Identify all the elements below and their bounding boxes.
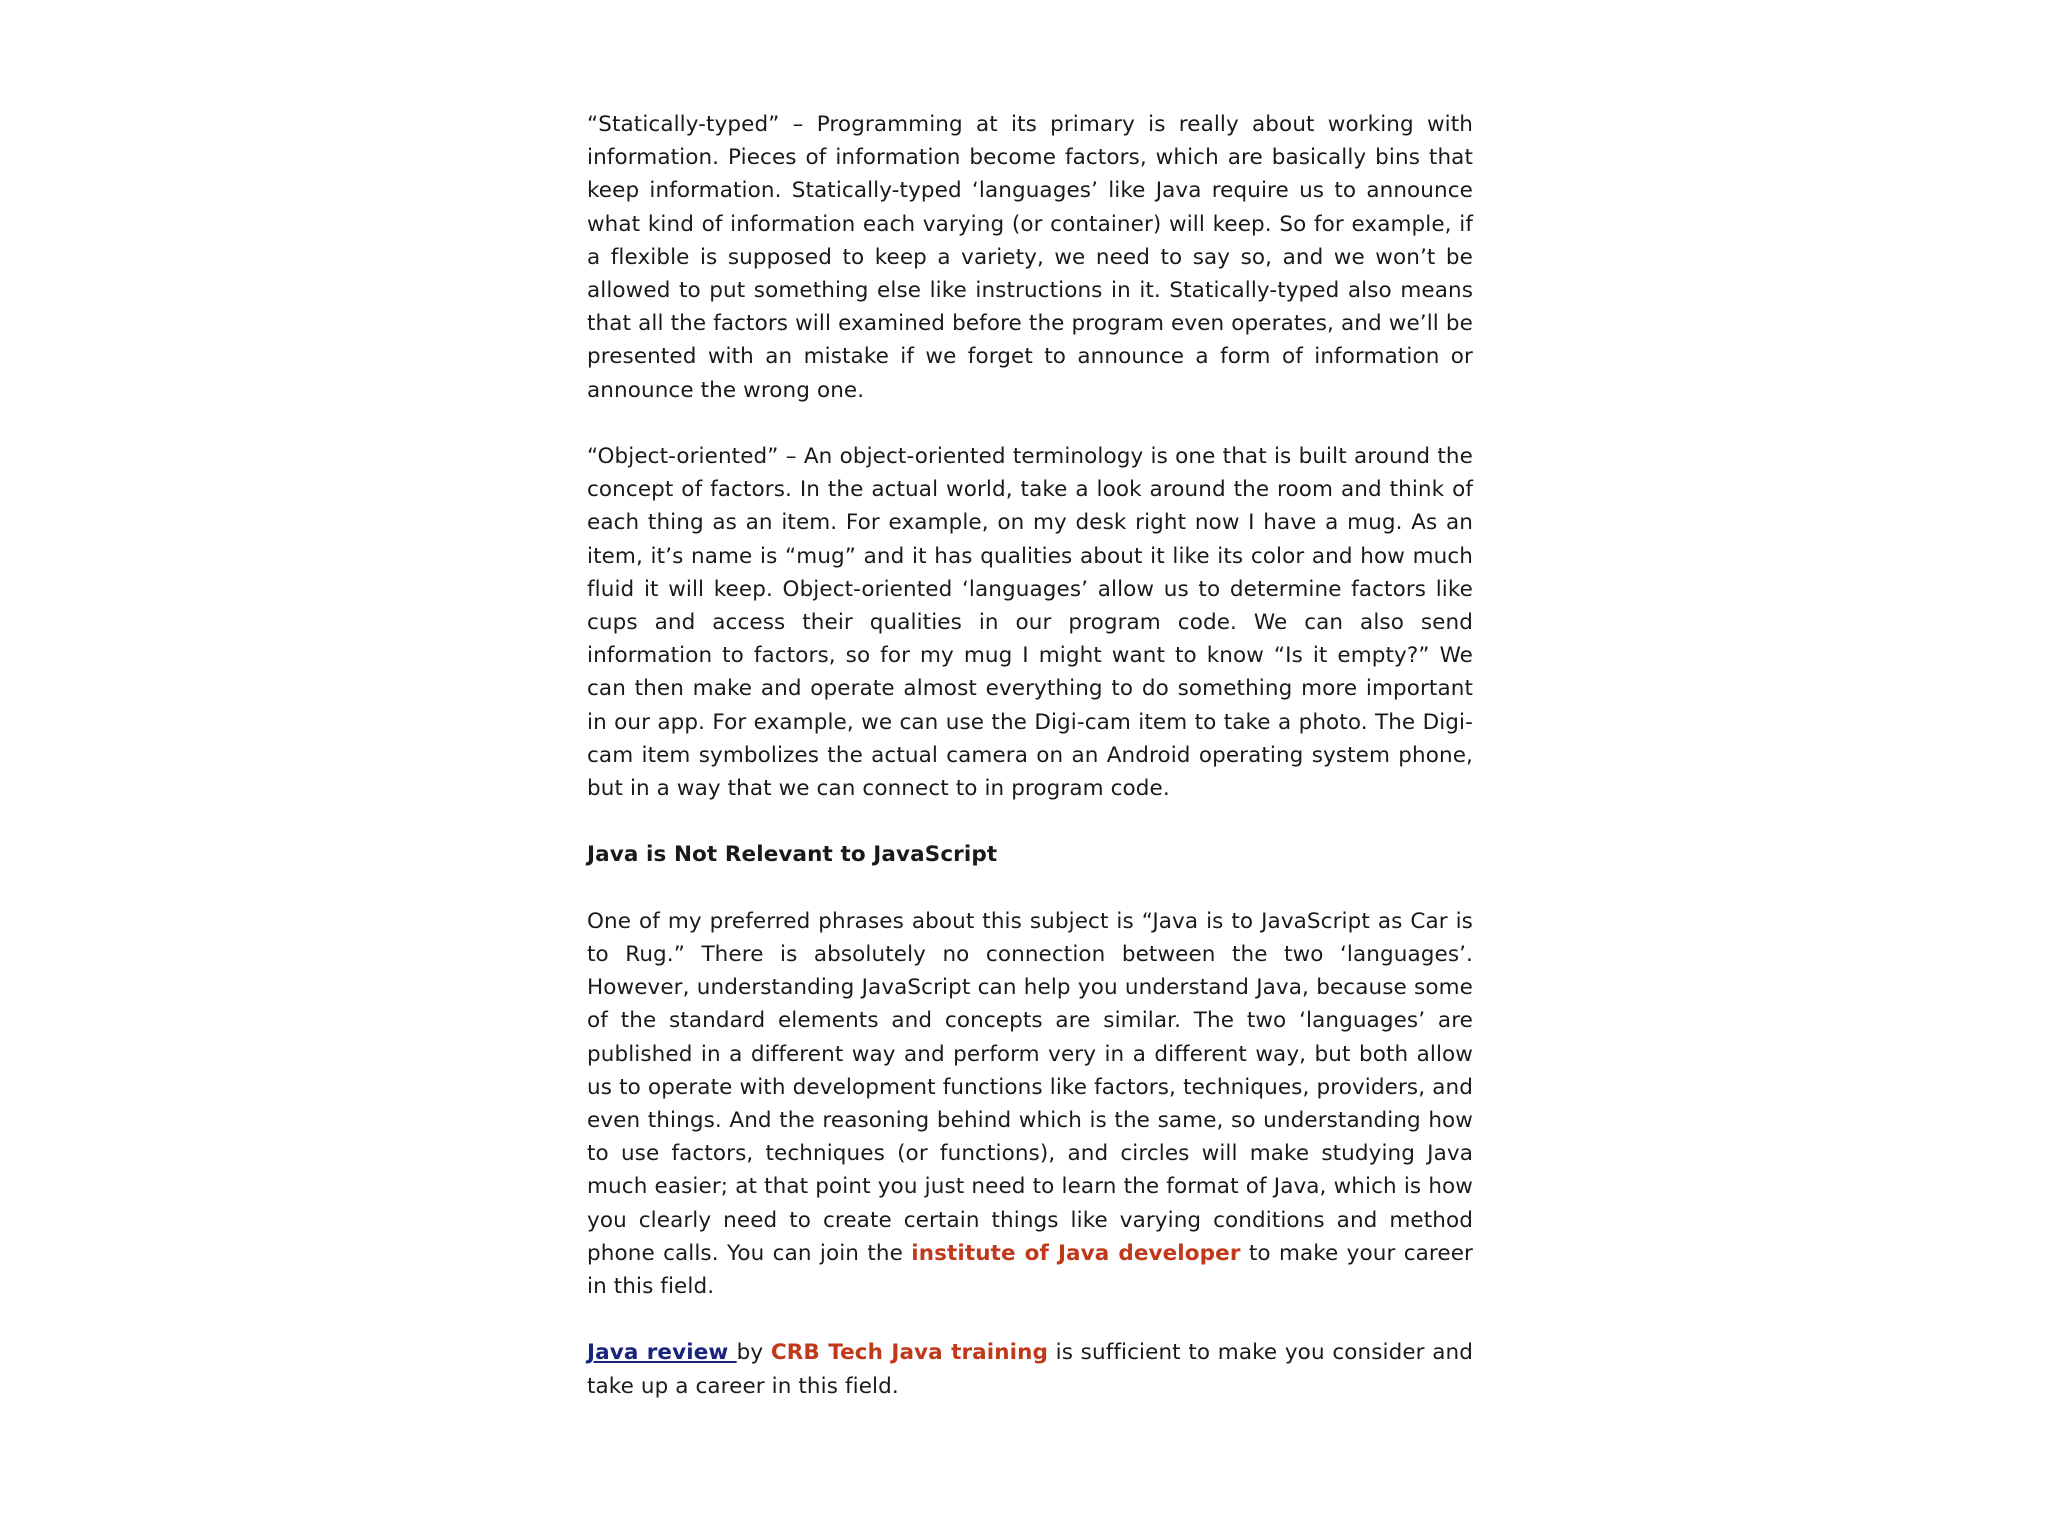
institute-link[interactable]: institute of Java developer [911, 1240, 1241, 1266]
paragraph-closing [587, 1336, 1473, 1402]
document-page [587, 108, 1473, 1436]
crb-tech-training-link[interactable]: CRB Tech Java training [770, 1340, 1049, 1366]
paragraph-java-vs-javascript-tail: to make your career in this field. [587, 1240, 1473, 1300]
java-review-link[interactable]: Java review [587, 1340, 737, 1366]
closing-by-text: by [736, 1340, 771, 1366]
paragraph-java-vs-javascript [587, 905, 1473, 1303]
closing-tail: is sufficient to make you consider and take up a career in this field. [587, 1340, 1474, 1399]
paragraph-object-oriented: “Object-oriented” – An object-oriented terminology is one that is built around the concept of factors. In the actual world, take a look around the room and think of each thing as an item. For example, on my desk right now I have a mug. As an item, it’s name is “mug” and it has qualities about it like its color and how much fluid it will keep. Object-oriented ‘languages’ allow us to determine factors like cups and access their qualities in our program code. We can also send information to factors, so for my mug I might want to know “Is it empty?” We can then make and operate almost everything to do something more important in our app. For example, we can use the Digi-cam item to take a photo. The Digi-cam item symbolizes the actual camera on an Android operating system phone, but in a way that we can connect to in program code. [587, 444, 1473, 802]
paragraph-statically-typed: “Statically-typed” – Programming at its primary is really about working with information. Pieces of information become factors, which are basically bins that keep information. Statically-typed ‘languages’ like Java require us to announce what kind of information each varying (or container) will keep. So for example, if a flexible is supposed to keep a variety, we need to say so, and we won’t be allowed to put something else like instructions in it. Statically-typed also means that all the factors will examined before the program even operates, and we’ll be presented with an mistake if we forget to announce a form of information or announce the wrong one. [587, 112, 1473, 403]
section-heading: Java is Not Relevant to JavaScript [587, 842, 998, 868]
paragraph-java-vs-javascript-text: One of my preferred phrases about this subject is “Java is to JavaScript as Car is to Rug.” There is absolutely no connection between the two ‘languages’. However, understanding JavaScript can help you understand Java, because some of the standard elements and concepts are similar. The two ‘languages’ are published in a different way and perform very in a different way, but both allow us to operate with development functions like factors, techniques, providers, and even things. And the reasoning behind which is the same, so understanding how to use factors, techniques (or functions), and circles will make studying Java much easier; at that point you just need to learn the format of Java, which is how you clearly need to create certain things like varying conditions and method phone calls. You can join the [587, 908, 1473, 1266]
